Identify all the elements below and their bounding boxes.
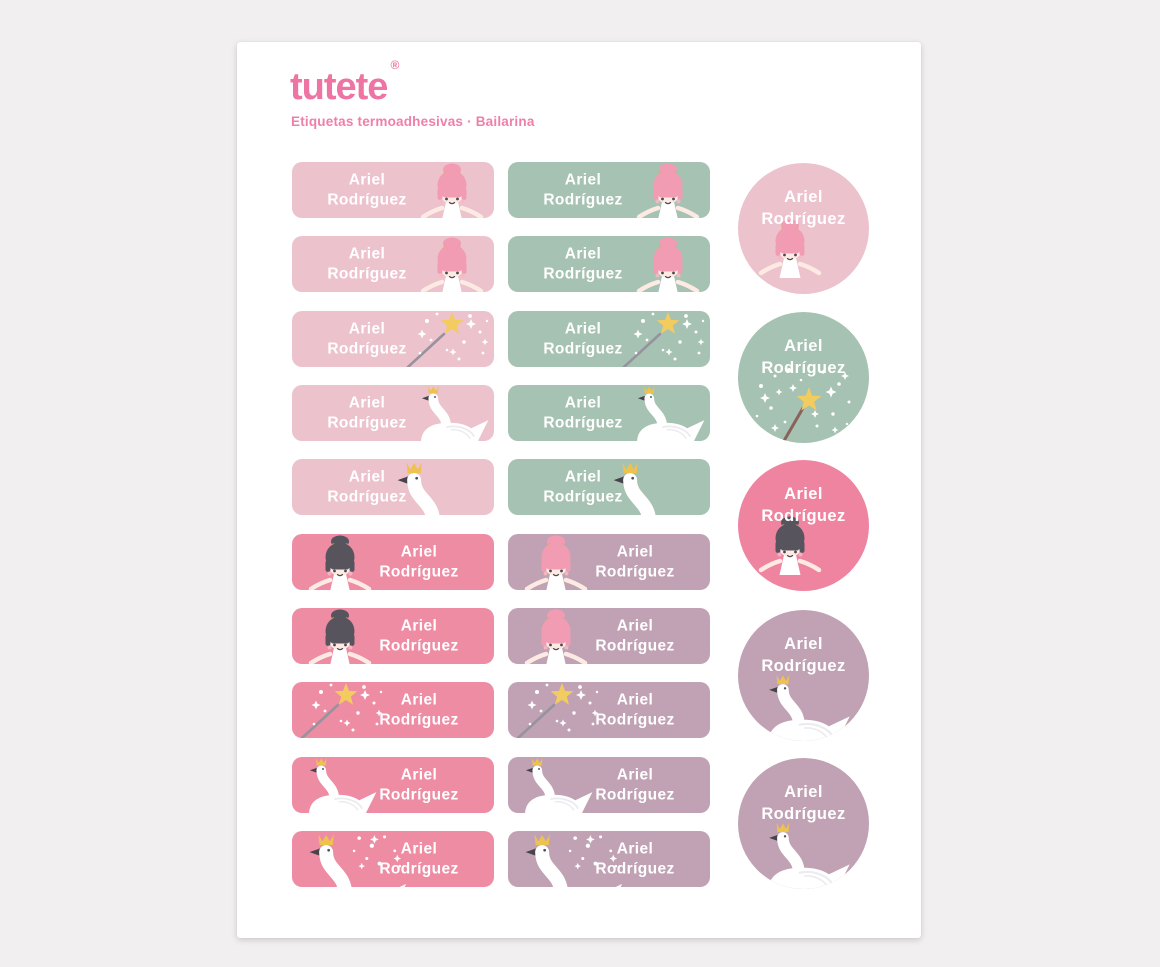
label-name-line1: Ariel xyxy=(564,245,602,263)
label-name-text xyxy=(572,840,698,879)
label-name-line1: Ariel xyxy=(564,394,602,412)
label-name-line2: Rodríguez xyxy=(543,340,623,357)
label-name-text xyxy=(356,766,482,805)
label-name-line1: Ariel xyxy=(616,543,654,561)
label-name-line2: Rodríguez xyxy=(543,191,623,208)
label-name-text xyxy=(304,320,430,359)
label-name-line2: Rodríguez xyxy=(595,711,675,728)
label-name-line1: Ariel xyxy=(400,691,438,709)
name-label-rect xyxy=(292,162,494,218)
label-name-line2: Rodríguez xyxy=(379,711,459,728)
name-label-rect xyxy=(292,311,494,367)
name-label-rect xyxy=(508,534,710,590)
name-label-round xyxy=(738,610,869,741)
label-name-line1: Ariel xyxy=(616,691,654,709)
label-name-line2: Rodríguez xyxy=(327,191,407,208)
name-label-rect xyxy=(508,608,710,664)
label-name-text xyxy=(572,617,698,656)
label-name-line1: Ariel xyxy=(616,766,654,784)
label-name-text xyxy=(738,483,869,527)
label-name-text xyxy=(738,633,869,677)
label-name-text xyxy=(304,394,430,433)
label-name-line1: Ariel xyxy=(784,783,823,801)
label-name-line1: Ariel xyxy=(400,543,438,561)
swan-icon xyxy=(751,674,853,741)
label-name-text xyxy=(520,245,646,284)
registered-mark-icon: ® xyxy=(390,58,400,73)
label-name-text xyxy=(572,691,698,730)
name-label-round xyxy=(738,460,869,591)
name-label-rect xyxy=(292,236,494,292)
label-name-line2: Rodríguez xyxy=(595,563,675,580)
label-name-text xyxy=(520,468,646,507)
name-label-round xyxy=(738,163,869,294)
label-name-line1: Ariel xyxy=(616,617,654,635)
label-name-line1: Ariel xyxy=(564,171,602,189)
label-name-text xyxy=(520,171,646,210)
label-name-line2: Rodríguez xyxy=(595,860,675,877)
label-name-text xyxy=(738,186,869,230)
label-name-line1: Ariel xyxy=(348,468,386,486)
label-name-line2: Rodríguez xyxy=(379,563,459,580)
label-name-line2: Rodríguez xyxy=(543,414,623,431)
name-label-rect xyxy=(292,385,494,441)
label-name-line1: Ariel xyxy=(616,840,654,858)
swan-icon xyxy=(751,822,853,889)
label-name-text xyxy=(572,766,698,805)
name-label-rect xyxy=(292,682,494,738)
label-name-line2: Rodríguez xyxy=(761,210,846,228)
label-name-line2: Rodríguez xyxy=(761,657,846,675)
name-label-rect xyxy=(292,831,494,887)
label-name-line2: Rodríguez xyxy=(761,359,846,377)
name-label-rect xyxy=(508,311,710,367)
name-label-rect xyxy=(292,459,494,515)
brand-logo-text: tutete xyxy=(290,66,388,108)
label-name-line1: Ariel xyxy=(400,840,438,858)
label-name-line2: Rodríguez xyxy=(379,860,459,877)
name-label-rect xyxy=(292,534,494,590)
label-name-line2: Rodríguez xyxy=(595,637,675,654)
name-label-rect xyxy=(508,162,710,218)
label-name-text xyxy=(356,691,482,730)
label-name-line1: Ariel xyxy=(784,635,823,653)
label-name-line2: Rodríguez xyxy=(327,265,407,282)
label-name-text xyxy=(356,617,482,656)
label-sheet xyxy=(237,42,921,938)
label-name-text xyxy=(520,320,646,359)
label-name-line1: Ariel xyxy=(784,485,823,503)
label-name-line1: Ariel xyxy=(400,617,438,635)
label-name-line2: Rodríguez xyxy=(543,265,623,282)
label-name-text xyxy=(356,543,482,582)
label-name-line2: Rodríguez xyxy=(379,786,459,803)
label-name-line2: Rodríguez xyxy=(327,340,407,357)
label-name-line2: Rodríguez xyxy=(761,507,846,525)
label-name-line1: Ariel xyxy=(348,320,386,338)
label-name-line1: Ariel xyxy=(784,188,823,206)
label-name-text xyxy=(738,335,869,379)
name-label-rect xyxy=(508,831,710,887)
label-name-line2: Rodríguez xyxy=(327,488,407,505)
name-label-round xyxy=(738,312,869,443)
name-label-rect xyxy=(508,385,710,441)
label-name-line2: Rodríguez xyxy=(379,637,459,654)
label-name-line2: Rodríguez xyxy=(327,414,407,431)
label-name-line2: Rodríguez xyxy=(595,786,675,803)
label-name-line1: Ariel xyxy=(348,245,386,263)
name-label-round xyxy=(738,758,869,889)
label-name-line1: Ariel xyxy=(400,766,438,784)
label-name-line1: Ariel xyxy=(784,337,823,355)
label-name-text xyxy=(738,781,869,825)
name-label-rect xyxy=(292,757,494,813)
label-name-line1: Ariel xyxy=(564,320,602,338)
label-name-line1: Ariel xyxy=(348,171,386,189)
label-name-text xyxy=(304,468,430,507)
label-name-line2: Rodríguez xyxy=(543,488,623,505)
brand-logo xyxy=(290,58,400,108)
label-name-text xyxy=(304,245,430,284)
label-name-text xyxy=(356,840,482,879)
name-label-rect xyxy=(508,236,710,292)
label-name-text xyxy=(520,394,646,433)
label-name-text xyxy=(304,171,430,210)
label-name-text xyxy=(572,543,698,582)
label-name-line2: Rodríguez xyxy=(761,805,846,823)
name-label-rect xyxy=(508,459,710,515)
product-subtitle: Etiquetas termoadhesivas · Bailarina xyxy=(291,114,535,129)
name-label-rect xyxy=(508,757,710,813)
name-label-rect xyxy=(508,682,710,738)
label-name-line1: Ariel xyxy=(564,468,602,486)
name-label-rect xyxy=(292,608,494,664)
label-name-line1: Ariel xyxy=(348,394,386,412)
